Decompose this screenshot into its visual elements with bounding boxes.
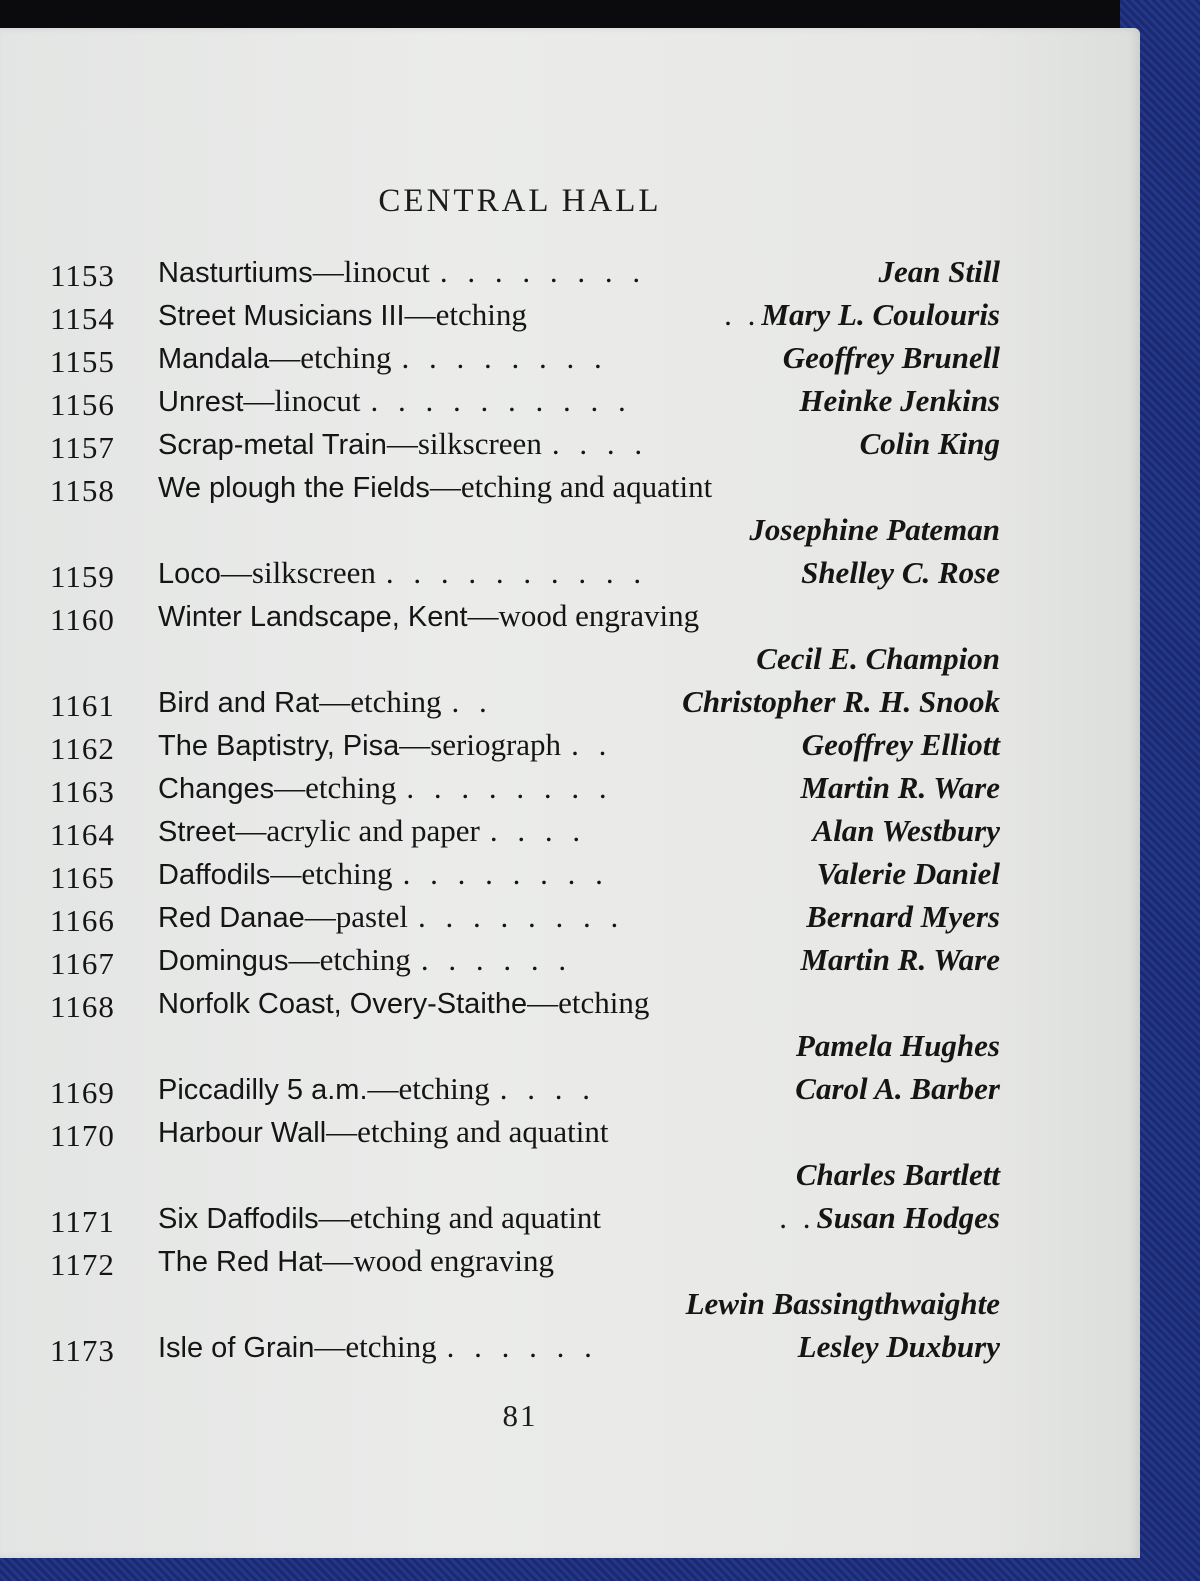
entry-work xyxy=(158,723,612,768)
catalogue-entry xyxy=(50,1110,1000,1196)
catalogue-entry xyxy=(50,981,1000,1067)
entry-number: 1171 xyxy=(50,1204,115,1239)
work-title: Harbour Wall xyxy=(158,1117,327,1149)
entry-work xyxy=(158,680,493,725)
artist-text: Jean Still xyxy=(878,254,1000,289)
entry-number: 1154 xyxy=(50,301,115,336)
entry-work xyxy=(158,981,649,1026)
artist-name xyxy=(806,895,1000,938)
artist-text: Bernard Myers xyxy=(806,899,1000,934)
work-medium: —etching xyxy=(319,684,442,719)
entry-work xyxy=(158,1067,596,1112)
work-title: Changes xyxy=(158,773,275,805)
leader-dots: . . xyxy=(571,727,613,762)
catalogue-entry xyxy=(50,938,1000,981)
work-medium: —silkscreen xyxy=(220,555,376,590)
page-title: CENTRAL HALL xyxy=(378,183,662,219)
catalogue-entry xyxy=(50,336,1000,379)
artist-name xyxy=(813,809,1000,852)
entry-work xyxy=(158,551,647,596)
artist-name xyxy=(779,1196,1000,1239)
artist-name xyxy=(879,250,1000,293)
work-title: Piccadilly 5 a.m. xyxy=(158,1074,368,1106)
catalogue-entry xyxy=(50,1196,1000,1239)
work-medium: —etching xyxy=(269,340,392,375)
work-medium: —etching xyxy=(404,297,527,332)
work-title: Six Daffodils xyxy=(158,1203,319,1235)
work-medium: —etching xyxy=(367,1071,490,1106)
artist-text: Charles Bartlett xyxy=(795,1157,1000,1192)
leader-dots: . . . . . . . . xyxy=(439,254,647,289)
artist-text: Josephine Pateman xyxy=(749,512,1000,547)
work-title: Daffodils xyxy=(158,859,271,891)
work-title: We plough the Fields xyxy=(158,472,430,504)
entry-work xyxy=(158,336,608,381)
entry-work xyxy=(158,1325,598,1370)
entry-work xyxy=(158,895,624,940)
entry-work xyxy=(158,422,648,467)
leader-dots: . . . . . . xyxy=(420,942,573,977)
artist-text: Geoffrey Elliott xyxy=(801,727,1000,762)
work-title: The Baptistry, Pisa xyxy=(158,730,400,762)
entry-work xyxy=(158,250,646,295)
catalogue-page xyxy=(0,28,1140,1558)
work-medium: —etching and aquatint xyxy=(429,469,713,504)
artist-name xyxy=(796,1024,1000,1067)
leader-dots: . . . . . . . . xyxy=(418,899,625,934)
entry-work xyxy=(158,809,586,854)
work-title: Winter Landscape, Kent xyxy=(158,601,468,633)
artist-text: Susan Hodges xyxy=(816,1200,1000,1235)
work-medium: —etching xyxy=(288,942,411,977)
work-title: Street Musicians III xyxy=(158,300,405,332)
work-title: Unrest xyxy=(158,386,244,418)
artist-text: Shelley C. Rose xyxy=(801,555,1000,590)
entry-number: 1160 xyxy=(50,602,115,637)
leader-dots: . . . . . . . . . . xyxy=(385,555,648,590)
catalogue-entry xyxy=(50,422,1000,465)
catalogue-entry xyxy=(50,680,1000,723)
artist-name xyxy=(801,551,1000,594)
work-medium: —etching xyxy=(527,985,650,1020)
entry-number: 1153 xyxy=(50,258,115,293)
leader-dots: . . . . . . . . . . xyxy=(370,383,632,418)
work-medium: —linocut xyxy=(312,254,430,289)
work-medium: —pastel xyxy=(304,899,409,934)
work-title: Nasturtiums xyxy=(158,257,313,289)
artist-text: Lesley Duxbury xyxy=(797,1329,1000,1364)
entry-number: 1172 xyxy=(50,1247,115,1282)
work-medium: —linocut xyxy=(243,383,361,418)
artist-text: Martin R. Ware xyxy=(800,942,1000,977)
entry-number: 1164 xyxy=(50,817,115,852)
leader-dots: . . xyxy=(724,297,760,332)
entry-number: 1162 xyxy=(50,731,115,766)
artist-name xyxy=(799,379,1000,422)
page-number: 81 xyxy=(502,1398,538,1433)
catalogue-entry xyxy=(50,551,1000,594)
entry-work xyxy=(158,1110,609,1155)
artist-name xyxy=(800,938,1000,981)
work-medium: —etching xyxy=(274,770,397,805)
artist-text: Valerie Daniel xyxy=(816,856,1000,891)
artist-text: Lewin Bassingthwaighte xyxy=(685,1286,1000,1321)
catalogue-entry xyxy=(50,465,1000,551)
artist-name xyxy=(724,293,1000,336)
catalogue-entry xyxy=(50,766,1000,809)
leader-dots: . . . . xyxy=(551,426,649,461)
catalogue-entry xyxy=(50,250,1000,293)
catalogue-entry xyxy=(50,852,1000,895)
artist-name xyxy=(817,852,1000,895)
artist-name xyxy=(798,1325,1000,1368)
work-medium: —etching and aquatint xyxy=(326,1114,609,1149)
entry-work xyxy=(158,379,632,424)
catalogue-entry xyxy=(50,895,1000,938)
artist-name xyxy=(756,637,1000,680)
catalogue-entry xyxy=(50,723,1000,766)
work-title: Street xyxy=(158,816,236,848)
entry-number: 1163 xyxy=(50,774,115,809)
entry-work xyxy=(158,766,613,811)
work-medium: —etching xyxy=(314,1329,437,1364)
work-title: Loco xyxy=(158,558,221,590)
artist-name xyxy=(796,1153,1000,1196)
work-title: Norfolk Coast, Overy-Staithe xyxy=(158,988,528,1020)
leader-dots: . . xyxy=(451,684,493,719)
entry-number: 1161 xyxy=(50,688,115,723)
leader-dots: . . . . . . . . xyxy=(402,856,609,891)
work-title: Mandala xyxy=(158,343,270,375)
work-title: Red Danae xyxy=(158,902,305,934)
catalogue-entry xyxy=(50,1325,1000,1368)
work-medium: —silkscreen xyxy=(386,426,542,461)
entry-number: 1169 xyxy=(50,1075,115,1110)
entry-number: 1155 xyxy=(50,344,115,379)
artist-name xyxy=(682,680,1000,723)
artist-text: Heinke Jenkins xyxy=(799,383,1000,418)
entry-work xyxy=(158,465,712,510)
artist-name xyxy=(800,766,1000,809)
leader-dots: . . . . . . xyxy=(446,1329,598,1364)
work-title: Domingus xyxy=(158,945,289,977)
catalogue-entry xyxy=(50,594,1000,680)
artist-name xyxy=(860,422,1000,465)
catalogue-entry xyxy=(50,809,1000,852)
entry-work xyxy=(158,1196,601,1241)
artist-text: Carol A. Barber xyxy=(795,1071,1000,1106)
work-medium: —wood engraving xyxy=(322,1243,555,1278)
entry-number: 1166 xyxy=(50,903,115,938)
work-medium: —seriograph xyxy=(399,727,562,762)
leader-dots: . . xyxy=(779,1200,815,1235)
artist-text: Mary L. Coulouris xyxy=(761,297,1000,332)
artist-text: Alan Westbury xyxy=(812,813,1000,848)
artist-name xyxy=(802,723,1000,766)
entry-work xyxy=(158,1239,554,1284)
catalogue-entry xyxy=(50,1067,1000,1110)
entry-work xyxy=(158,594,699,639)
entry-work xyxy=(158,293,527,338)
entry-number: 1168 xyxy=(50,989,115,1024)
leader-dots: . . . . . . . . xyxy=(401,340,608,375)
artist-name xyxy=(795,1067,1000,1110)
work-title: Scrap-metal Train xyxy=(158,429,387,461)
work-medium: —acrylic and paper xyxy=(235,813,480,848)
catalogue-entry xyxy=(50,379,1000,422)
work-medium: —wood engraving xyxy=(467,598,700,633)
artist-text: Martin R. Ware xyxy=(800,770,1000,805)
entry-number: 1165 xyxy=(50,860,115,895)
entry-number: 1158 xyxy=(50,473,115,508)
entry-work xyxy=(158,938,572,983)
work-title: The Red Hat xyxy=(158,1246,323,1278)
catalogue-entry xyxy=(50,293,1000,336)
work-title: Isle of Grain xyxy=(158,1332,315,1364)
entry-number: 1156 xyxy=(50,387,115,422)
artist-name xyxy=(783,336,1000,379)
leader-dots: . . . . xyxy=(489,813,587,848)
work-medium: —etching and aquatint xyxy=(318,1200,602,1235)
entry-work xyxy=(158,852,609,897)
catalogue-entry xyxy=(50,1239,1000,1325)
catalogue-list xyxy=(50,250,1000,1368)
entry-number: 1167 xyxy=(50,946,115,981)
artist-text: Cecil E. Champion xyxy=(756,641,1000,676)
book-cover-bottom xyxy=(0,1555,1200,1581)
artist-text: Pamela Hughes xyxy=(795,1028,1000,1063)
artist-name xyxy=(749,508,1000,551)
artist-name xyxy=(686,1282,1000,1325)
entry-number: 1157 xyxy=(50,430,115,465)
artist-text: Colin King xyxy=(859,426,1000,461)
artist-text: Christopher R. H. Snook xyxy=(682,684,1000,719)
entry-number: 1173 xyxy=(50,1333,115,1368)
work-title: Bird and Rat xyxy=(158,687,320,719)
leader-dots: . . . . . . . . xyxy=(406,770,613,805)
work-medium: —etching xyxy=(270,856,393,891)
entry-number: 1159 xyxy=(50,559,115,594)
artist-text: Geoffrey Brunell xyxy=(782,340,1000,375)
entry-number: 1170 xyxy=(50,1118,115,1153)
leader-dots: . . . . xyxy=(499,1071,597,1106)
